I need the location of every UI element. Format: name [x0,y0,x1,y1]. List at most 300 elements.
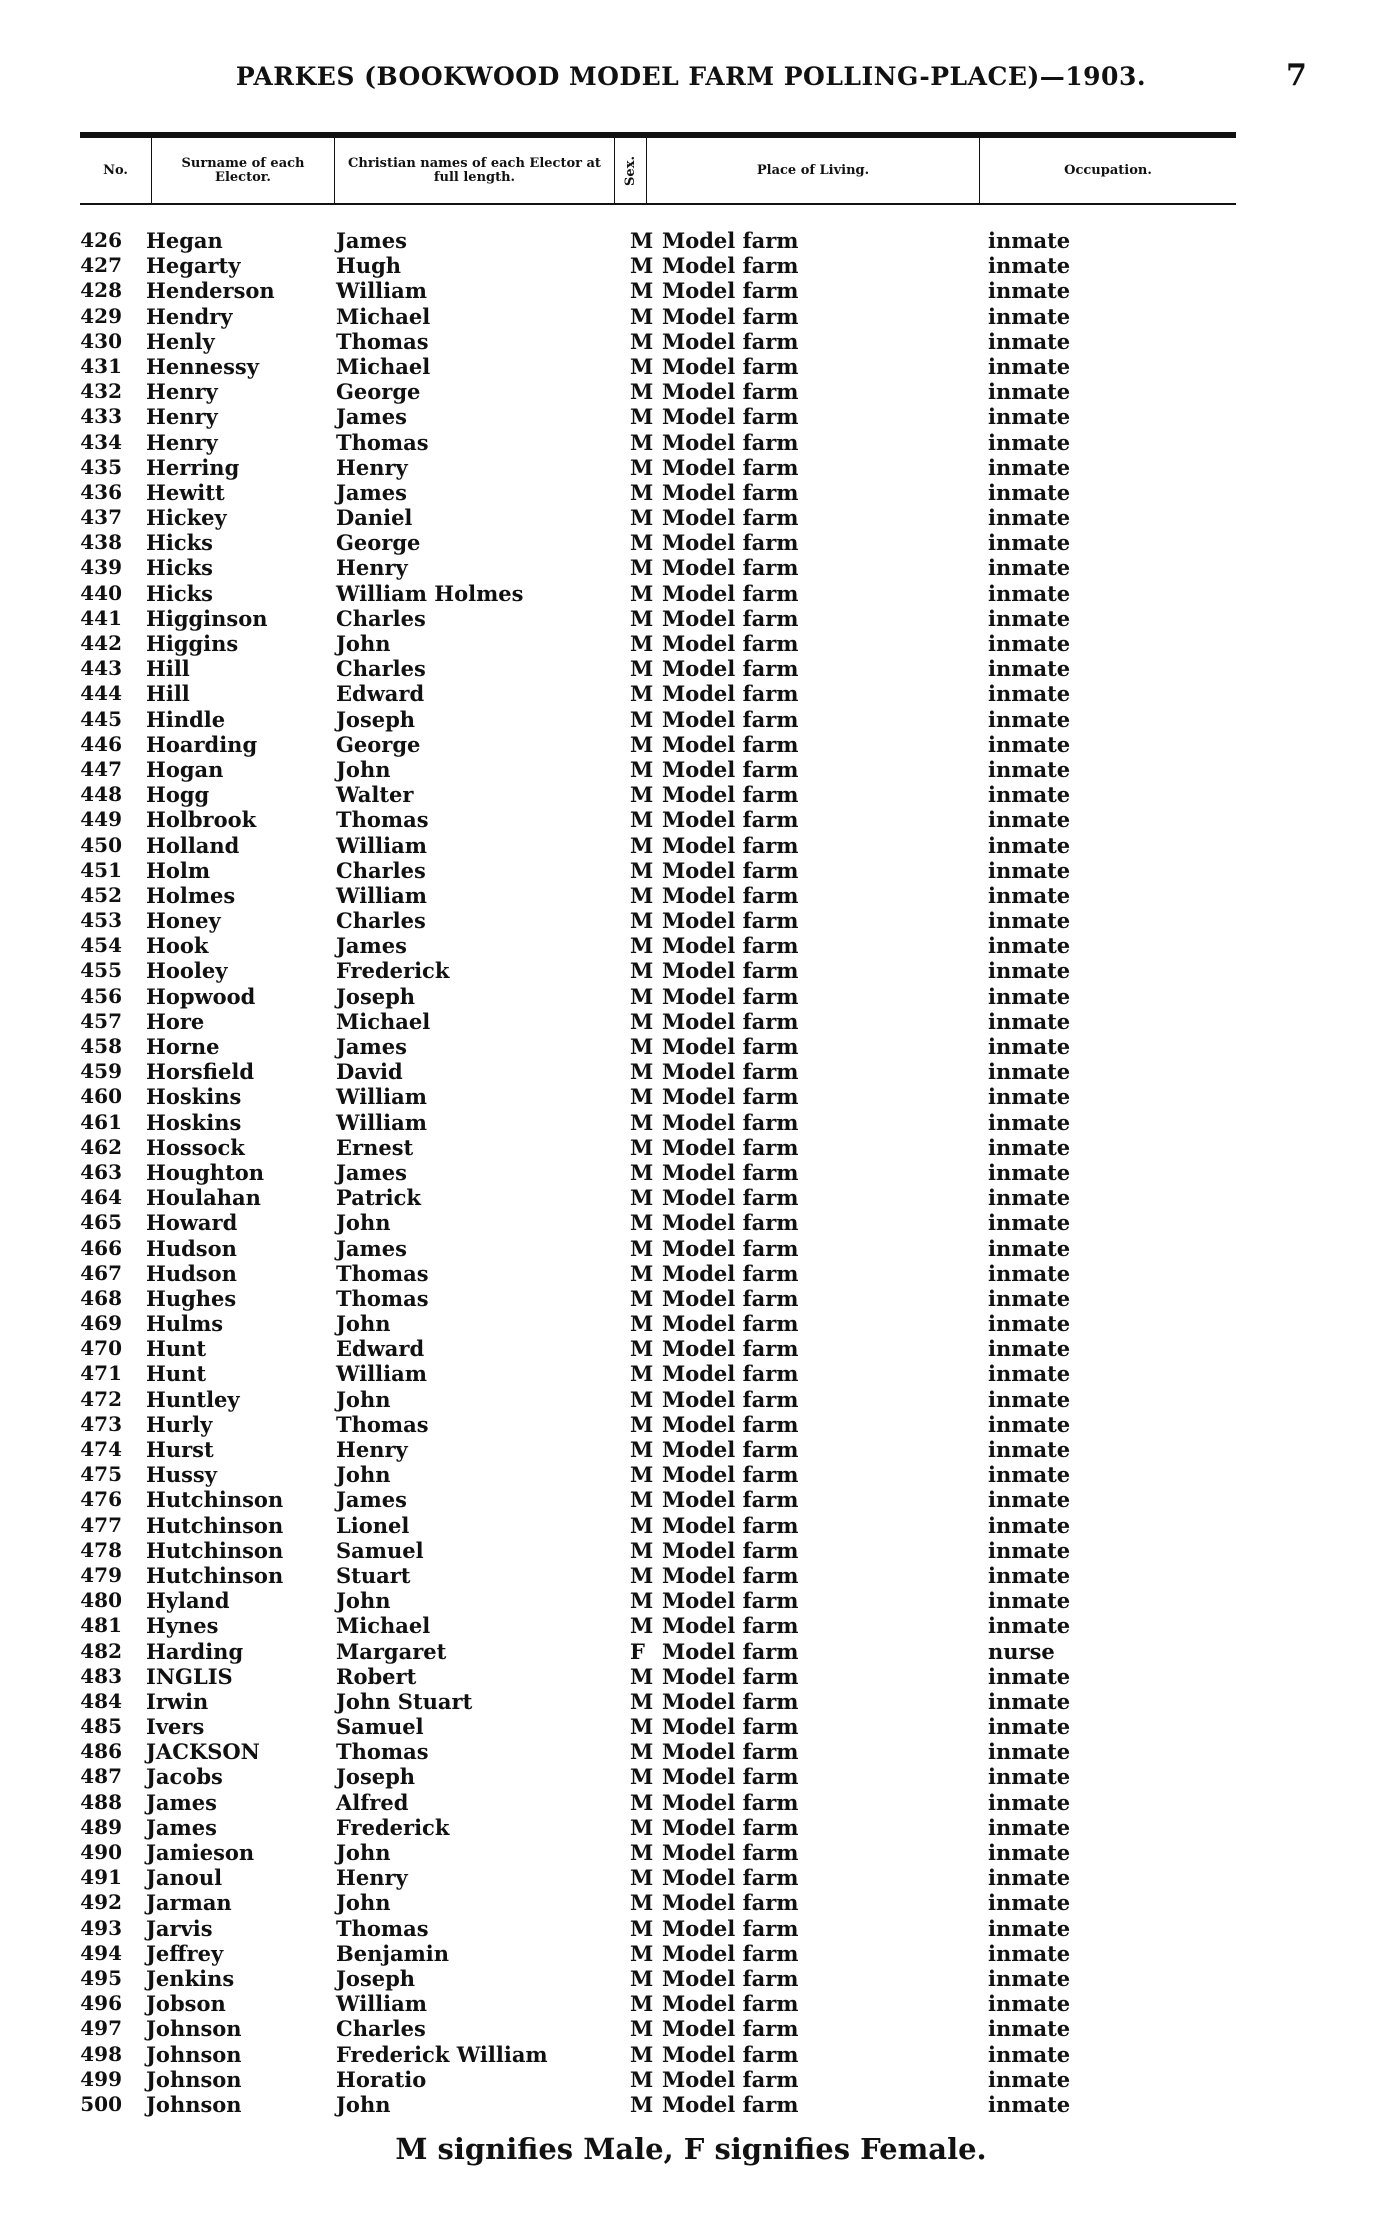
elector-sex: M [630,983,654,1009]
elector-christian-names: James [336,1034,407,1059]
elector-christian-names: George [336,731,421,757]
elector-christian-names: John [336,756,391,782]
elector-number: 427 [80,253,122,278]
elector-occupation: nurse [988,1638,1055,1664]
elector-occupation: inmate [988,857,1071,883]
elector-number: 454 [80,933,122,958]
elector-christian-names: Michael [336,1613,431,1639]
elector-sex: M [630,454,654,480]
elector-occupation: inmate [988,328,1071,354]
table-row [0,1412,1382,1437]
table-row [0,1840,1382,1865]
elector-christian-names: Henry [336,454,408,480]
elector-surname: Horne [146,1034,220,1059]
elector-number: 451 [80,857,122,882]
table-row [0,304,1382,329]
elector-sex: M [630,2016,654,2042]
elector-surname: Jenkins [146,1965,235,1991]
elector-christian-names: Frederick William [336,2041,548,2067]
elector-surname: Henry [146,404,218,430]
elector-christian-names: John [336,2091,391,2117]
elector-sex: M [630,832,654,858]
elector-christian-names: Walter [336,782,414,808]
elector-surname: Hoskins [146,1084,242,1110]
elector-place-of-living: Model farm [662,530,799,556]
elector-occupation: inmate [988,782,1071,808]
elector-occupation: inmate [988,1537,1071,1563]
elector-sex: M [630,1235,654,1261]
table-row [0,1034,1382,1059]
elector-number: 475 [80,1462,122,1487]
elector-christian-names: Henry [336,555,408,581]
elector-sex: M [630,1134,654,1160]
elector-christian-names: Joseph [336,706,416,732]
elector-occupation: inmate [988,1890,1071,1916]
elector-occupation: inmate [988,1588,1071,1614]
elector-number: 464 [80,1185,122,1210]
elector-place-of-living: Model farm [662,228,799,253]
elector-surname: Henly [146,328,215,354]
elector-place-of-living: Model farm [662,1361,799,1387]
table-row [0,555,1382,580]
elector-place-of-living: Model farm [662,580,799,606]
elector-christian-names: Thomas [336,1411,429,1437]
elector-sex: M [630,1109,654,1135]
elector-sex: M [630,228,654,253]
elector-occupation: inmate [988,379,1071,405]
elector-surname: Hutchinson [146,1537,284,1563]
elector-number: 486 [80,1739,122,1764]
elector-christian-names: Charles [336,656,426,682]
elector-occupation: inmate [988,1789,1071,1815]
elector-christian-names: Thomas [336,807,429,833]
elector-occupation: inmate [988,1159,1071,1185]
elector-occupation: inmate [988,353,1071,379]
table-row [0,1261,1382,1286]
elector-sex: M [630,2091,654,2117]
elector-place-of-living: Model farm [662,1235,799,1261]
elector-number: 491 [80,1865,122,1890]
elector-surname: Henry [146,429,218,455]
elector-occupation: inmate [988,429,1071,455]
table-row [0,782,1382,807]
elector-place-of-living: Model farm [662,379,799,405]
elector-number: 478 [80,1537,122,1562]
elector-place-of-living: Model farm [662,706,799,732]
elector-number: 496 [80,1991,122,2016]
elector-number: 438 [80,530,122,555]
table-row [0,455,1382,480]
elector-number: 460 [80,1084,122,1109]
elector-place-of-living: Model farm [662,1059,799,1085]
elector-christian-names: Michael [336,353,431,379]
table-row [0,1110,1382,1135]
elector-surname: Hegan [146,228,223,253]
table-row [0,329,1382,354]
elector-occupation: inmate [988,958,1071,984]
elector-sex: M [630,1814,654,1840]
elector-surname: Hooley [146,958,228,984]
elector-sex: M [630,1185,654,1211]
elector-surname: Johnson [146,2066,242,2092]
elector-christian-names: James [336,1235,407,1261]
elector-surname: Jamieson [146,1840,255,1865]
elector-number: 458 [80,1034,122,1058]
elector-surname: Jobson [146,1991,226,2017]
elector-surname: Huntley [146,1386,240,1412]
elector-place-of-living: Model farm [662,1940,799,1966]
elector-number: 495 [80,1965,122,1990]
elector-sex: M [630,278,654,304]
elector-place-of-living: Model farm [662,1462,799,1488]
elector-surname: Hutchinson [146,1562,284,1588]
page-number-mark: 7 [1286,58,1307,93]
elector-place-of-living: Model farm [662,1260,799,1286]
table-row [0,1236,1382,1261]
elector-christian-names: Edward [336,681,425,707]
elector-christian-names: Frederick [336,1814,450,1840]
elector-sex: M [630,580,654,606]
elector-number: 457 [80,1008,122,1033]
elector-surname: Ivers [146,1714,205,1740]
elector-sex: M [630,1285,654,1311]
elector-occupation: inmate [988,1386,1071,1412]
elector-occupation: inmate [988,1991,1071,2017]
elector-occupation: inmate [988,1285,1071,1311]
elector-christian-names: William [336,1361,427,1387]
table-row [0,1084,1382,1109]
elector-place-of-living: Model farm [662,1084,799,1110]
table-row [0,807,1382,832]
elector-place-of-living: Model farm [662,857,799,883]
elector-christian-names: Michael [336,303,431,329]
elector-number: 448 [80,782,122,807]
elector-place-of-living: Model farm [662,1915,799,1941]
table-row [0,228,1382,253]
elector-place-of-living: Model farm [662,908,799,934]
elector-place-of-living: Model farm [662,1890,799,1916]
elector-occupation: inmate [988,1562,1071,1588]
elector-occupation: inmate [988,1336,1071,1362]
elector-christian-names: John [336,631,391,656]
page-title: PARKES (BOOKWOOD MODEL FARM POLLING-PLACE)—1903. [235,62,1147,91]
table-row [0,1639,1382,1664]
elector-occupation: inmate [988,1915,1071,1941]
elector-sex: M [630,1260,654,1286]
elector-sex: M [630,1159,654,1185]
column-header-sex [615,138,647,203]
elector-place-of-living: Model farm [662,1285,799,1311]
elector-place-of-living: Model farm [662,1537,799,1563]
elector-sex: M [630,1965,654,1991]
elector-number: 455 [80,958,122,983]
elector-christian-names: William [336,882,427,908]
elector-occupation: inmate [988,1134,1071,1160]
elector-occupation: inmate [988,983,1071,1009]
elector-number: 473 [80,1411,122,1436]
elector-christian-names: James [336,404,407,430]
elector-sex: M [630,1537,654,1563]
elector-occupation: inmate [988,908,1071,934]
table-row [0,958,1382,983]
elector-number: 452 [80,882,122,907]
elector-sex: M [630,505,654,531]
elector-occupation: inmate [988,454,1071,480]
elector-surname: Hutchinson [146,1487,284,1513]
elector-christian-names: William [336,1109,427,1135]
elector-place-of-living: Model farm [662,2066,799,2092]
elector-number: 481 [80,1613,122,1638]
elector-christian-names: Alfred [336,1789,409,1815]
elector-surname: Janoul [146,1865,223,1891]
table-row [0,1664,1382,1689]
elector-surname: Hendry [146,303,233,329]
elector-christian-names: Charles [336,2016,426,2042]
elector-occupation: inmate [988,656,1071,682]
elector-place-of-living: Model farm [662,1714,799,1740]
elector-surname: Hynes [146,1613,219,1639]
elector-occupation: inmate [988,1235,1071,1261]
elector-place-of-living: Model farm [662,1008,799,1034]
elector-place-of-living: Model farm [662,303,799,329]
elector-occupation: inmate [988,807,1071,833]
table-row [0,2067,1382,2092]
elector-sex: M [630,1311,654,1337]
elector-sex: M [630,908,654,934]
elector-surname: Hutchinson [146,1512,284,1538]
table-row [0,1739,1382,1764]
elector-place-of-living: Model farm [662,656,799,682]
table-row [0,1437,1382,1462]
elector-surname: Holm [146,857,211,883]
elector-place-of-living: Model farm [662,1437,799,1462]
elector-place-of-living: Model farm [662,1386,799,1412]
elector-surname: Irwin [146,1688,209,1714]
elector-surname: Jarman [146,1890,232,1916]
elector-christian-names: John [336,1840,391,1865]
elector-occupation: inmate [988,605,1071,631]
elector-christian-names: Charles [336,857,426,883]
elector-sex: M [630,1840,654,1865]
elector-number: 469 [80,1311,122,1336]
elector-christian-names: Henry [336,1865,408,1891]
column-header-occupation: Occupation. [1064,162,1152,178]
elector-surname: Hindle [146,706,226,732]
elector-place-of-living: Model farm [662,832,799,858]
elector-surname: Johnson [146,2091,242,2117]
elector-occupation: inmate [988,1034,1071,1059]
elector-sex: M [630,1764,654,1790]
elector-surname: Hudson [146,1235,237,1261]
elector-occupation: inmate [988,1311,1071,1337]
elector-sex: M [630,1991,654,2017]
elector-christian-names: William [336,278,427,304]
elector-place-of-living: Model farm [662,983,799,1009]
elector-occupation: inmate [988,1260,1071,1286]
elector-number: 490 [80,1840,122,1864]
elector-number: 445 [80,706,122,731]
elector-surname: Harding [146,1638,244,1664]
elector-number: 497 [80,2016,122,2041]
elector-place-of-living: Model farm [662,1034,799,1059]
elector-sex: M [630,1789,654,1815]
elector-sex: M [630,1386,654,1412]
elector-place-of-living: Model farm [662,2091,799,2117]
column-header-sex-label: Sex. [622,155,638,186]
header-bottom-rule [80,203,1236,205]
elector-sex: M [630,1437,654,1462]
elector-christian-names: Stuart [336,1562,411,1588]
elector-surname: Jarvis [146,1915,213,1941]
table-row [0,1009,1382,1034]
elector-occupation: inmate [988,1109,1071,1135]
elector-number: 435 [80,454,122,479]
table-row [0,530,1382,555]
elector-christian-names: George [336,379,421,405]
elector-occupation: inmate [988,1084,1071,1110]
table-row [0,1991,1382,2016]
elector-sex: M [630,2041,654,2067]
table-row [0,2092,1382,2117]
elector-occupation: inmate [988,1462,1071,1488]
elector-number: 439 [80,555,122,580]
elector-christian-names: John Stuart [336,1688,473,1714]
elector-sex: M [630,1739,654,1765]
elector-occupation: inmate [988,228,1071,253]
elector-number: 482 [80,1638,122,1663]
elector-number: 436 [80,479,122,504]
elector-place-of-living: Model farm [662,1210,799,1236]
column-header-christian: Christian names of each Elector at full length. [335,138,615,203]
table-row [0,1865,1382,1890]
table-row [0,1387,1382,1412]
elector-christian-names: Joseph [336,1764,416,1790]
elector-christian-names: Joseph [336,1965,416,1991]
elector-christian-names: William [336,1991,427,2017]
elector-occupation: inmate [988,253,1071,279]
elector-occupation: inmate [988,1940,1071,1966]
elector-place-of-living: Model farm [662,2016,799,2042]
elector-christian-names: Benjamin [336,1940,450,1966]
elector-surname: Hussy [146,1462,217,1488]
elector-occupation: inmate [988,555,1071,581]
table-row [0,1941,1382,1966]
table-row [0,1966,1382,1991]
elector-surname: Hicks [146,555,213,581]
elector-occupation: inmate [988,1688,1071,1714]
elector-place-of-living: Model farm [662,1991,799,2017]
elector-place-of-living: Model farm [662,782,799,808]
elector-place-of-living: Model farm [662,1185,799,1211]
elector-place-of-living: Model farm [662,1411,799,1437]
elector-number: 441 [80,605,122,630]
elector-surname: Hunt [146,1336,207,1362]
elector-surname: Hook [146,933,209,959]
elector-surname: James [146,1814,217,1840]
elector-place-of-living: Model farm [662,1562,799,1588]
elector-place-of-living: Model farm [662,1840,799,1865]
elector-sex: M [630,1059,654,1085]
elector-number: 480 [80,1588,122,1613]
elector-occupation: inmate [988,1764,1071,1790]
elector-occupation: inmate [988,1210,1071,1236]
elector-sex: M [630,1940,654,1966]
elector-occupation: inmate [988,1714,1071,1740]
elector-occupation: inmate [988,1059,1071,1085]
table-row [0,1563,1382,1588]
table-row [0,253,1382,278]
elector-sex: M [630,1512,654,1538]
elector-occupation: inmate [988,580,1071,606]
table-row [0,606,1382,631]
elector-surname: Hoskins [146,1109,242,1135]
elector-surname: Honey [146,908,221,934]
elector-sex: M [630,756,654,782]
elector-place-of-living: Model farm [662,1789,799,1815]
table-row [0,1160,1382,1185]
table-row [0,1613,1382,1638]
elector-number: 446 [80,731,122,756]
elector-place-of-living: Model farm [662,278,799,304]
elector-number: 477 [80,1512,122,1537]
elector-place-of-living: Model farm [662,1109,799,1135]
elector-christian-names: William [336,832,427,858]
elector-surname: Hicks [146,530,213,556]
elector-christian-names: James [336,479,407,505]
elector-number: 447 [80,756,122,781]
elector-sex: M [630,2066,654,2092]
elector-christian-names: Horatio [336,2066,427,2092]
elector-number: 489 [80,1814,122,1839]
elector-christian-names: John [336,1462,391,1488]
elector-surname: Hulms [146,1311,224,1337]
elector-occupation: inmate [988,2041,1071,2067]
table-row [0,707,1382,732]
elector-surname: Hudson [146,1260,237,1286]
elector-christian-names: John [336,1311,391,1337]
table-row [0,732,1382,757]
elector-number: 461 [80,1109,122,1134]
elector-sex: M [630,731,654,757]
elector-sex: M [630,1915,654,1941]
column-header-place: Place of Living. [647,138,980,203]
elector-occupation: inmate [988,631,1071,656]
elector-sex: M [630,1462,654,1488]
elector-occupation: inmate [988,530,1071,556]
table-row [0,1361,1382,1386]
elector-place-of-living: Model farm [662,555,799,581]
elector-number: 463 [80,1159,122,1184]
table-row [0,1538,1382,1563]
elector-place-of-living: Model farm [662,1588,799,1614]
elector-surname: Holbrook [146,807,257,833]
elector-christian-names: Charles [336,908,426,934]
elector-sex: M [630,958,654,984]
table-row [0,833,1382,858]
table-row [0,354,1382,379]
elector-place-of-living: Model farm [662,1965,799,1991]
elector-surname: Henry [146,379,218,405]
elector-number: 450 [80,832,122,857]
elector-surname: Hicks [146,580,213,606]
table-row [0,681,1382,706]
elector-surname: Hossock [146,1134,245,1160]
elector-place-of-living: Model farm [662,1336,799,1362]
elector-sex: M [630,404,654,430]
elector-place-of-living: Model farm [662,505,799,531]
elector-christian-names: Thomas [336,328,429,354]
elector-christian-names: Thomas [336,1915,429,1941]
